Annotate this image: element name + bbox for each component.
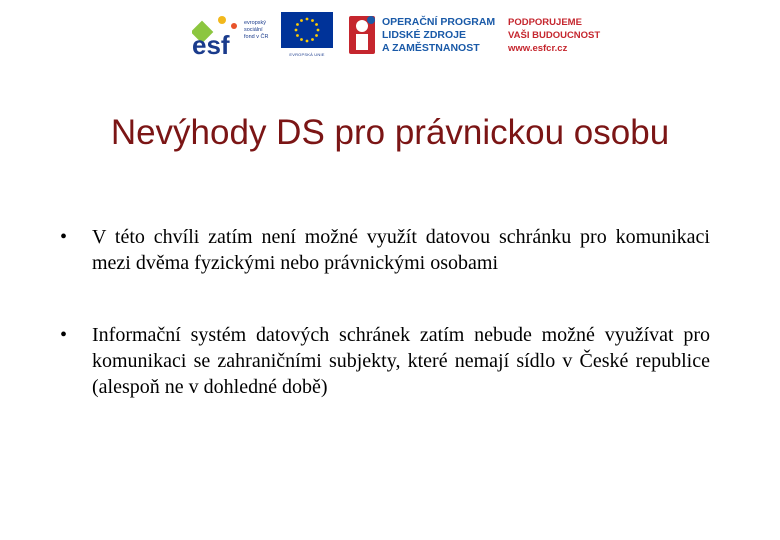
- bullet-list: [60, 224, 710, 446]
- bullet-item: [60, 322, 710, 400]
- slide-title: Nevýhody DS pro právnickou osobu: [110, 113, 670, 152]
- bullet-text: V této chvíli zatím není možné využít datovou schránku pro komunikaci mezi dvěma fyzickými nebo právnickými osobami: [92, 226, 710, 274]
- esf-emblem: [192, 12, 244, 58]
- eu-star-icon: [300, 19, 303, 22]
- bullet-dot-icon: •: [60, 226, 68, 248]
- op-lzz-logo: [347, 12, 507, 58]
- bullet-dot-icon: •: [60, 324, 68, 346]
- eu-star-icon: [296, 34, 299, 37]
- eu-star-icon: [295, 29, 298, 32]
- eu-flag-icon: [281, 12, 333, 48]
- eu-flag-logo: [281, 12, 333, 58]
- bullet-text: Informační systém datových schránek zatím nebude možné využívat pro komunikaci se zahraničními subjekty, které nemají sídlo v České republice (alespoň ne v dohledné době): [92, 324, 710, 398]
- eu-star-icon: [315, 23, 318, 26]
- eu-star-icon: [300, 38, 303, 41]
- esf-subtitle: evropský sociální fond v ČR: [244, 20, 269, 40]
- support-slogan-logo: [508, 12, 618, 58]
- esf-wordmark: esf: [192, 30, 230, 58]
- eu-star-icon: [296, 23, 299, 26]
- eu-star-icon: [306, 18, 309, 21]
- eu-star-icon: [317, 29, 320, 32]
- eu-star-icon: [311, 38, 314, 41]
- eu-star-icon: [315, 34, 318, 37]
- esf-url: www.esfcr.cz: [508, 43, 568, 54]
- eu-star-icon: [306, 40, 309, 43]
- logo-bar: [192, 12, 612, 60]
- op-lzz-text: OPERAČNÍ PROGRAM LIDSKÉ ZDROJE A ZAMĚSTNANOST: [382, 16, 496, 54]
- bullet-item: [60, 224, 710, 276]
- op-person-icon: [347, 12, 377, 58]
- eu-star-icon: [311, 19, 314, 22]
- support-slogan-text: PODPORUJEME VAŠI BUDOUCNOST www.esfcr.cz: [508, 17, 601, 54]
- esf-logo: [192, 12, 270, 58]
- eu-caption: EVROPSKÁ UNIE: [289, 52, 325, 57]
